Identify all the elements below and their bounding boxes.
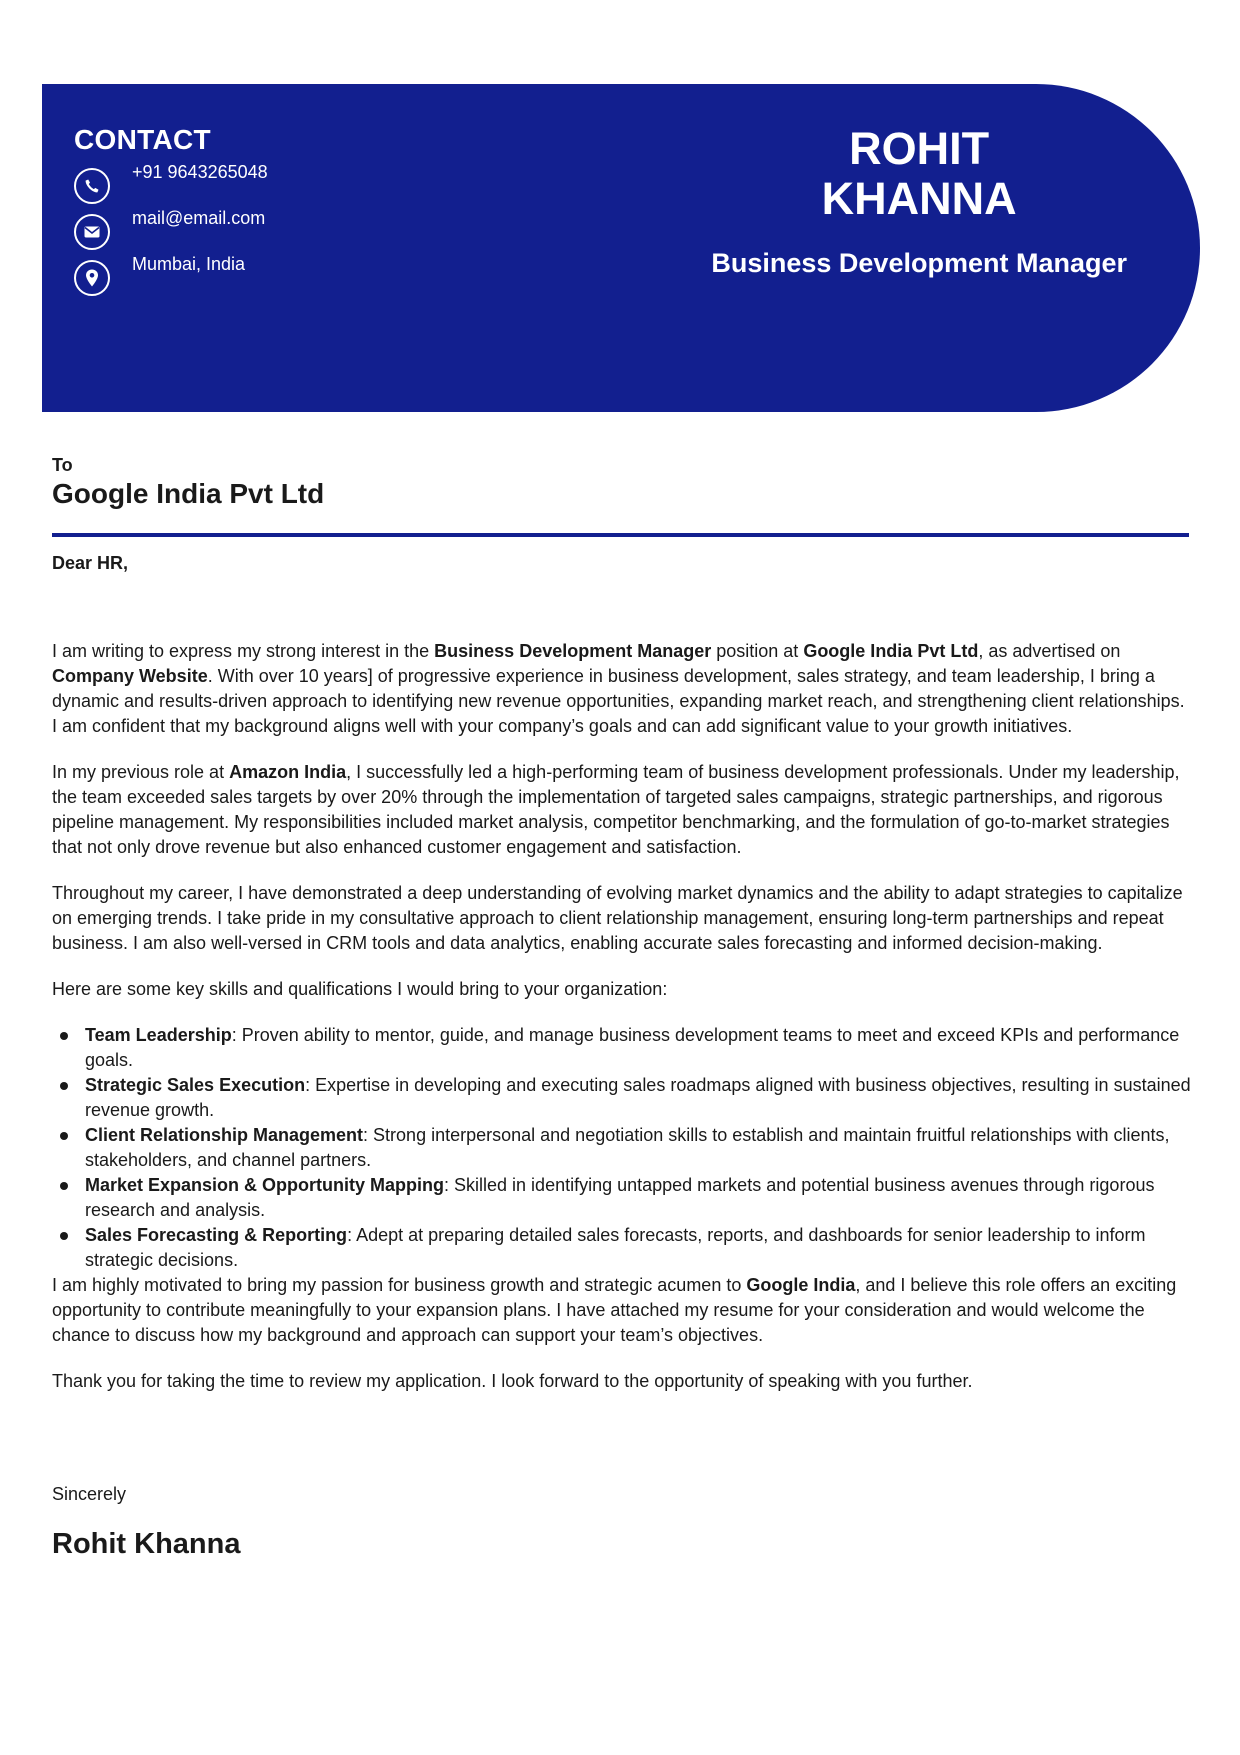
skill-title: Team Leadership [85,1025,232,1045]
bold-run: Company Website [52,666,208,686]
contact-phone-row [74,162,268,210]
text-run: . With over 10 years] of progressive experience in business development, sales strategy, and team leadership, I bring a dynamic and results-driven approach to identifying new revenue opportunities, expanding market reach, and strengthening client relationships. I am confident that my background aligns well with your company’s goals and can add significant value to your growth initiatives. [52,666,1185,736]
salutation: Dear HR, [52,553,129,573]
skill-title: Client Relationship Management [85,1125,364,1145]
paragraph-2 [52,760,1192,860]
list-item [85,1223,1192,1273]
bold-run: Amazon India [229,762,347,782]
last-name: KHANNA [821,173,1017,224]
bold-run: Business Development Manager [434,641,712,661]
to-label: To [52,455,73,475]
mail-icon [74,214,110,250]
paragraph-1 [52,639,1192,739]
location-pin-icon [74,260,110,296]
list-item [85,1173,1192,1223]
contact-section [74,124,268,302]
text-run: , as advertised on [978,641,1121,661]
paragraph-5 [52,1273,1192,1348]
closing: Sincerely [52,1484,127,1504]
contact-location-row [74,254,246,302]
paragraph-3: Throughout my career, I have demonstrated a deep understanding of evolving market dynamics and the ability to adapt strategies to capitalize on emerging trends. I take pride in my consultative approach to client relationship management, ensuring long-term partnerships and repeat business. I am also well-versed in CRM tools and data analytics, enabling accurate sales forecasting and informed decision-making. [52,883,1183,953]
text-run: , and I believe this role offers an exciting opportunity to contribute meaningfully to your expansion plans. I have attached my resume for your consideration and would welcome the chance to discuss how my background and approach can support your team’s objectives. [52,1275,1177,1345]
letter-body [52,639,1192,1415]
skill-title: Strategic Sales Execution [85,1075,306,1095]
text-run: I am writing to express my strong interest in the [52,641,435,661]
skill-text: : Skilled in identifying untapped markets and potential business avenues through rigorous research and analysis. [85,1175,1155,1220]
contact-phone: +91 9643265048 [132,162,268,182]
contact-location: Mumbai, India [132,254,246,274]
header-banner [42,84,1200,412]
phone-icon [74,168,110,204]
skill-text: : Expertise in developing and executing sales roadmaps aligned with business objectives, resulting in sustained revenue growth. [85,1075,1191,1120]
skill-title: Market Expansion & Opportunity Mapping [85,1175,445,1195]
first-name: ROHIT [849,123,990,174]
text-run: position at [711,641,804,661]
text-run: I am highly motivated to bring my passion for business growth and strategic acumen to [52,1275,747,1295]
contact-email-row [74,208,266,256]
text-run: , I successfully led a high-performing team of business development professionals. Under my leadership, the team exceeded sales targets by over 20% through the implementation of targeted sales campaigns, strategic partnerships, and rigorous pipeline management. My responsibilities included market analysis, competitor benchmarking, and the formulation of go-to-market strategies that not only drove revenue but also enhanced customer engagement and satisfaction. [52,762,1180,857]
list-item [85,1073,1192,1123]
contact-title: CONTACT [74,124,211,155]
skills-list [52,1023,1192,1273]
paragraph-6: Thank you for taking the time to review my application. I look forward to the opportunity of speaking with you further. [52,1371,973,1391]
skill-title: Sales Forecasting & Reporting [85,1225,348,1245]
skill-text: : Adept at preparing detailed sales forecasts, reports, and dashboards for senior leadership to inform strategic decisions. [85,1225,1146,1270]
paragraph-4: Here are some key skills and qualifications I would bring to your organization: [52,979,668,999]
skill-text: : Proven ability to mentor, guide, and manage business development teams to meet and exceed KPIs and performance goals. [85,1025,1180,1070]
bold-run: Google India [746,1275,856,1295]
skill-text: : Strong interpersonal and negotiation skills to establish and maintain fruitful relationships with clients, stakeholders, and channel partners. [85,1125,1170,1170]
job-title: Business Development Manager [711,248,1127,278]
full-name [711,124,1127,224]
list-item [85,1123,1192,1173]
text-run: In my previous role at [52,762,230,782]
contact-email: mail@email.com [132,208,266,228]
recipient-company: Google India Pvt Ltd [52,478,325,509]
list-item [85,1023,1192,1073]
signature: Rohit Khanna [52,1528,241,1560]
divider [52,533,1189,537]
bold-run: Google India Pvt Ltd [803,641,979,661]
name-block [711,124,1127,279]
